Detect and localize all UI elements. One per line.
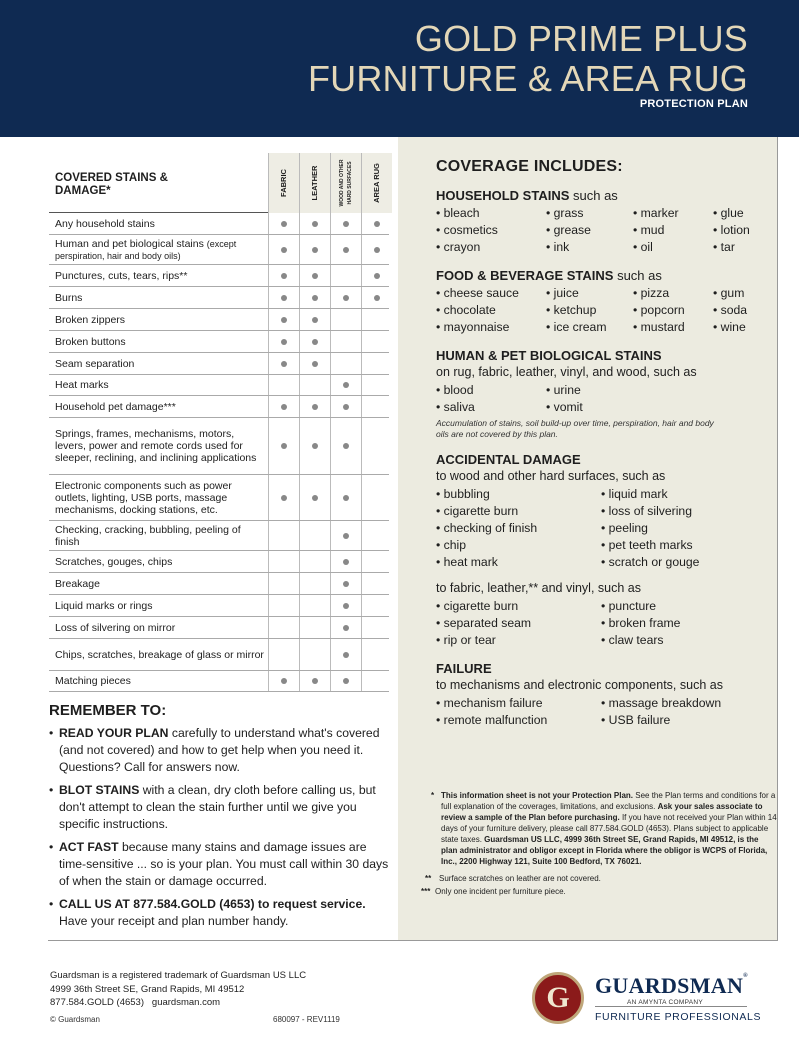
coverage-cell (268, 639, 299, 670)
list-item: • blood (436, 382, 546, 399)
covered-dot-icon (312, 317, 318, 323)
coverage-cell (268, 418, 299, 474)
table-row (49, 639, 389, 671)
coverage-cell (361, 551, 392, 572)
coverage-cell (330, 265, 361, 286)
divider (48, 940, 778, 941)
list-item: • separated seam (436, 615, 601, 632)
coverage-cell (330, 639, 361, 670)
coverage-cell (330, 475, 361, 520)
list-item: • ink (546, 239, 633, 256)
coverage-cell (330, 353, 361, 374)
list-item: • popcorn (633, 302, 713, 319)
coverage-table (49, 153, 389, 692)
covered-dot-icon (343, 652, 349, 658)
row-label: Broken zippers (55, 313, 126, 326)
table-row (49, 617, 389, 639)
row-label: Scratches, gouges, chips (55, 555, 173, 568)
list-item: • scratch or gouge (601, 554, 771, 571)
coverage-cell (268, 617, 299, 638)
list-item: • tar (713, 239, 771, 256)
list-item: • liquid mark (601, 486, 771, 503)
remember-item: • ACT FAST because many stains and damage issues are time-sensitive ... so is your plan. You must call within 30 days of when the stain or damage occurred. (49, 839, 389, 890)
coverage-cell (268, 287, 299, 308)
list-item: • bubbling (436, 486, 601, 503)
list-item: • cigarette burn (436, 503, 601, 520)
coverage-cell (361, 375, 392, 395)
list-item: • puncture (601, 598, 771, 615)
list-item: • cigarette burn (436, 598, 601, 615)
coverage-cell (299, 617, 330, 638)
covered-dot-icon (343, 404, 349, 410)
coverage-cell (268, 671, 299, 691)
covered-dot-icon (343, 559, 349, 565)
coverage-cell (330, 617, 361, 638)
coverage-cell (361, 287, 392, 308)
list-item: • loss of silvering (601, 503, 771, 520)
coverage-cell (299, 331, 330, 352)
biological-note: Accumulation of stains, soil build-up over time, perspiration, hair and body oils are not covered by this plan. (436, 418, 714, 439)
footnote-2: ** Surface scratches on leather are not covered. (425, 874, 601, 883)
damage-list (436, 598, 771, 649)
coverage-cell (330, 331, 361, 352)
coverage-cell (299, 639, 330, 670)
coverage-cell (268, 595, 299, 616)
table-header (49, 153, 389, 213)
list-item: • oil (633, 239, 713, 256)
coverage-cell (361, 235, 392, 264)
table-row (49, 573, 389, 595)
list-item: • peeling (601, 520, 771, 537)
coverage-cell (268, 265, 299, 286)
list-item: • glue (713, 205, 771, 222)
table-row (49, 671, 389, 692)
coverage-cell (361, 617, 392, 638)
coverage-cell (361, 671, 392, 691)
covered-dot-icon (281, 443, 287, 449)
row-label: Chips, scratches, breakage of glass or mirror (55, 648, 264, 661)
covered-dot-icon (374, 247, 380, 253)
list-item: • soda (713, 302, 771, 319)
list-item: • mud (633, 222, 713, 239)
table-row (49, 309, 389, 331)
list-item: • ketchup (546, 302, 633, 319)
list-item: • cosmetics (436, 222, 546, 239)
coverage-cell (330, 551, 361, 572)
footer-street: 4999 36th Street SE, Grand Rapids, MI 49512 (50, 983, 245, 995)
remember-item: • BLOT STAINS with a clean, dry cloth before calling us, but don't attempt to clean the stain further until we give you specific instructions. (49, 782, 389, 833)
coverage-cell (330, 418, 361, 474)
remember-title: REMEMBER TO: (49, 702, 167, 719)
coverage-cell (330, 521, 361, 550)
covered-dot-icon (343, 247, 349, 253)
coverage-cell (268, 331, 299, 352)
table-row (49, 213, 389, 235)
row-label: Checking, cracking, bubbling, peeling of finish (55, 523, 241, 548)
list-item: • urine (546, 382, 746, 399)
coverage-cell (268, 475, 299, 520)
footer-address (50, 969, 306, 1010)
table-row (49, 353, 389, 375)
list-item: • ice cream (546, 319, 633, 336)
list-item: • checking of finish (436, 520, 601, 537)
table-row (49, 265, 389, 287)
coverage-cell (268, 375, 299, 395)
coverage-cell (361, 396, 392, 417)
coverage-cell (299, 671, 330, 691)
covered-dot-icon (312, 443, 318, 449)
coverage-cell (299, 213, 330, 234)
coverage-cell (330, 375, 361, 395)
coverage-cell (268, 551, 299, 572)
coverage-section (436, 158, 771, 741)
row-label: Seam separation (55, 357, 135, 370)
stain-list (436, 285, 771, 336)
column-header-leather: LEATHER (299, 153, 330, 213)
table-row (49, 375, 389, 396)
coverage-cell (330, 396, 361, 417)
remember-item: • CALL US AT 877.584.GOLD (4653) to request service. Have your receipt and plan number handy. (49, 896, 389, 930)
document-code: 680097 - REV1119 (273, 1015, 340, 1024)
list-item: • cheese sauce (436, 285, 546, 302)
table-row (49, 418, 389, 475)
table-row (49, 396, 389, 418)
coverage-cell (361, 639, 392, 670)
coverage-cell (361, 213, 392, 234)
brand-subtitle: FURNITURE PROFESSIONALS (595, 1011, 762, 1023)
household-stains: HOUSEHOLD STAINS such as • bleach • grass • marker • glue • cosmetics • grease • mud • lotion • crayon • ink • oil • tar (436, 188, 771, 256)
covered-dot-icon (374, 273, 380, 279)
remember-section (49, 702, 389, 936)
covered-dot-icon (343, 533, 349, 539)
covered-dot-icon (281, 678, 287, 684)
list-item: • mayonnaise (436, 319, 546, 336)
row-label: Broken buttons (55, 335, 126, 348)
covered-dot-icon (312, 221, 318, 227)
covered-dot-icon (312, 247, 318, 253)
coverage-cell (299, 573, 330, 594)
table-title: COVERED STAINS & DAMAGE* (55, 172, 168, 197)
column-header-fabric: FABRIC (268, 153, 299, 213)
coverage-title: COVERAGE INCLUDES: (436, 158, 623, 175)
list-item: • USB failure (601, 712, 771, 729)
table-row (49, 287, 389, 309)
coverage-cell (330, 573, 361, 594)
covered-dot-icon (281, 339, 287, 345)
row-label: Punctures, cuts, tears, rips** (55, 269, 188, 282)
row-label: Heat marks (55, 379, 109, 391)
coverage-cell (268, 573, 299, 594)
divider (777, 137, 778, 940)
coverage-cell (299, 265, 330, 286)
covered-dot-icon (343, 221, 349, 227)
accidental-damage: ACCIDENTAL DAMAGE to wood and other hard surfaces, such as • bubbling • liquid mark • cigarette burn • loss of silvering • checking of finish • peeling • chip • pet teeth marks • heat mark • scratch or gouge to fabric, leather,** and vinyl, such as • cigarette burn • puncture • separated seam • broken frame • rip or tear • claw tears (436, 452, 771, 649)
table-body (49, 213, 389, 692)
row-label: Any household stains (55, 217, 155, 230)
guardsman-logo-icon: G (532, 972, 584, 1024)
covered-dot-icon (343, 443, 349, 449)
coverage-cell (330, 213, 361, 234)
coverage-cell (361, 309, 392, 330)
covered-dot-icon (281, 361, 287, 367)
coverage-cell (299, 551, 330, 572)
list-item: • marker (633, 205, 713, 222)
coverage-cell (299, 287, 330, 308)
list-item: • remote malfunction (436, 712, 601, 729)
covered-dot-icon (312, 295, 318, 301)
coverage-cell (268, 309, 299, 330)
coverage-cell (299, 375, 330, 395)
covered-dot-icon (312, 273, 318, 279)
covered-dot-icon (312, 361, 318, 367)
covered-dot-icon (343, 678, 349, 684)
list-item: • rip or tear (436, 632, 601, 649)
footer-contact: 877.584.GOLD (4653) guardsman.com (50, 997, 221, 1008)
covered-dot-icon (343, 625, 349, 631)
covered-dot-icon (281, 247, 287, 253)
row-label: Loss of silvering on mirror (55, 621, 176, 634)
coverage-cell (268, 396, 299, 417)
coverage-cell (330, 287, 361, 308)
list-item: • crayon (436, 239, 546, 256)
covered-dot-icon (281, 404, 287, 410)
coverage-cell (361, 595, 392, 616)
coverage-cell (361, 353, 392, 374)
brand-tagline: AN AMYNTA COMPANY (627, 999, 704, 1006)
covered-dot-icon (343, 581, 349, 587)
food-stains: FOOD & BEVERAGE STAINS such as • cheese sauce • juice • pizza • gum • chocolate • ketchup • popcorn • soda • mayonnaise • ice cream • mustard • wine (436, 268, 771, 336)
table-row (49, 551, 389, 573)
list-item: • bleach (436, 205, 546, 222)
stain-list (436, 382, 771, 416)
coverage-cell (299, 595, 330, 616)
divider (595, 1006, 747, 1007)
coverage-cell (330, 309, 361, 330)
coverage-cell (268, 213, 299, 234)
row-label: Breakage (55, 577, 100, 590)
footnote-3: *** Only one incident per furniture piece. (421, 887, 566, 896)
table-row (49, 331, 389, 353)
failure-list (436, 695, 771, 729)
damage-list (436, 486, 771, 571)
biological-stains: HUMAN & PET BIOLOGICAL STAINS on rug, fabric, leather, vinyl, and wood, such as • blood • urine • saliva • vomit Accumulation of stains, soil build-up over time, perspiration, hair and body oils are not covered by this plan. (436, 348, 771, 440)
brand-name: GUARDSMAN® (595, 973, 748, 998)
row-label: Matching pieces (55, 675, 131, 687)
coverage-cell (299, 521, 330, 550)
title-line-3: PROTECTION PLAN (639, 98, 748, 110)
row-label: Burns (55, 291, 83, 304)
coverage-cell (268, 235, 299, 264)
covered-dot-icon (312, 495, 318, 501)
list-item: • wine (713, 319, 771, 336)
disclaimer: * This information sheet is not your Protection Plan. See the Plan terms and conditions for a full explanation of the coverages, limitations, and exclusions. Ask your sales associate to review a sample of the Plan before purchasing. If you have not received your Plan within 14 days of your furniture delivery, please call 877.584.GOLD (4653). Plans subject to applicable state taxes. Guardsman US LLC, 4999 36th Street SE, Grand Rapids, MI 49512, is the plan administrator and obligor except in Florida where the obligor is WCPS of Florida, Inc., 2200 Highway 121, Suite 100 Bedford, TX 76021. (431, 791, 777, 866)
header-banner (0, 0, 799, 137)
list-item: • claw tears (601, 632, 771, 649)
coverage-cell (299, 353, 330, 374)
list-item: • vomit (546, 399, 746, 416)
covered-dot-icon (343, 295, 349, 301)
footer-trademark: Guardsman is a registered trademark of Guardsman US LLC (50, 970, 307, 981)
coverage-cell (330, 595, 361, 616)
covered-dot-icon (312, 339, 318, 345)
list-item: • pet teeth marks (601, 537, 771, 554)
table-row (49, 521, 389, 551)
covered-dot-icon (281, 317, 287, 323)
stain-list (436, 205, 771, 256)
list-item: • grease (546, 222, 633, 239)
list-item: • mustard (633, 319, 713, 336)
row-label: Springs, frames, mechanisms, motors, levers, power and remote cords used for sleeper, reclining, and inclining applications (55, 428, 257, 464)
fine-print (421, 790, 777, 903)
covered-dot-icon (343, 382, 349, 388)
covered-dot-icon (312, 404, 318, 410)
table-row (49, 595, 389, 617)
coverage-cell (330, 235, 361, 264)
coverage-cell (361, 475, 392, 520)
coverage-cell (361, 573, 392, 594)
list-item: • chocolate (436, 302, 546, 319)
table-row (49, 475, 389, 521)
list-item: • saliva (436, 399, 546, 416)
title-line-1: GOLD PRIME PLUS (414, 18, 748, 59)
list-item: • juice (546, 285, 633, 302)
row-label: Electronic components such as power outlets, lighting, USB ports, massage mechanisms, docking stations, etc. (55, 479, 232, 516)
list-item: • heat mark (436, 554, 601, 571)
coverage-cell (361, 265, 392, 286)
covered-dot-icon (343, 495, 349, 501)
coverage-cell (299, 396, 330, 417)
coverage-cell (299, 418, 330, 474)
row-label: Liquid marks or rings (55, 599, 153, 612)
column-header-area-rug: AREA RUG (361, 153, 392, 213)
row-label: Human and pet biological stains (except perspiration, hair and body oils) (55, 237, 237, 261)
coverage-cell (361, 418, 392, 474)
coverage-cell (330, 671, 361, 691)
list-item: • chip (436, 537, 601, 554)
coverage-cell (299, 309, 330, 330)
row-label: Household pet damage*** (55, 400, 176, 413)
coverage-cell (361, 521, 392, 550)
coverage-cell (299, 475, 330, 520)
list-item: • grass (546, 205, 633, 222)
list-item: • lotion (713, 222, 771, 239)
coverage-cell (361, 331, 392, 352)
coverage-cell (299, 235, 330, 264)
coverage-cell (268, 521, 299, 550)
covered-dot-icon (281, 273, 287, 279)
list-item: • massage breakdown (601, 695, 771, 712)
covered-dot-icon (281, 295, 287, 301)
covered-dot-icon (281, 221, 287, 227)
failure: FAILURE to mechanisms and electronic components, such as • mechanism failure • massage breakdown • remote malfunction • USB failure (436, 661, 771, 729)
covered-dot-icon (343, 603, 349, 609)
list-item: • gum (713, 285, 771, 302)
covered-dot-icon (374, 221, 380, 227)
table-row (49, 235, 389, 265)
covered-dot-icon (312, 678, 318, 684)
list-item: • broken frame (601, 615, 771, 632)
list-item: • mechanism failure (436, 695, 601, 712)
list-item: • pizza (633, 285, 713, 302)
column-header-wood: WOOD AND OTHER HARD SURFACES (330, 153, 361, 213)
covered-dot-icon (374, 295, 380, 301)
copyright: © Guardsman (50, 1015, 100, 1024)
covered-dot-icon (281, 495, 287, 501)
title-line-2: FURNITURE & AREA RUG (307, 58, 748, 99)
remember-item: • READ YOUR PLAN carefully to understand what's covered (and not covered) and how to get help when you need it. Questions? Call for answers now. (49, 725, 389, 776)
coverage-cell (268, 353, 299, 374)
